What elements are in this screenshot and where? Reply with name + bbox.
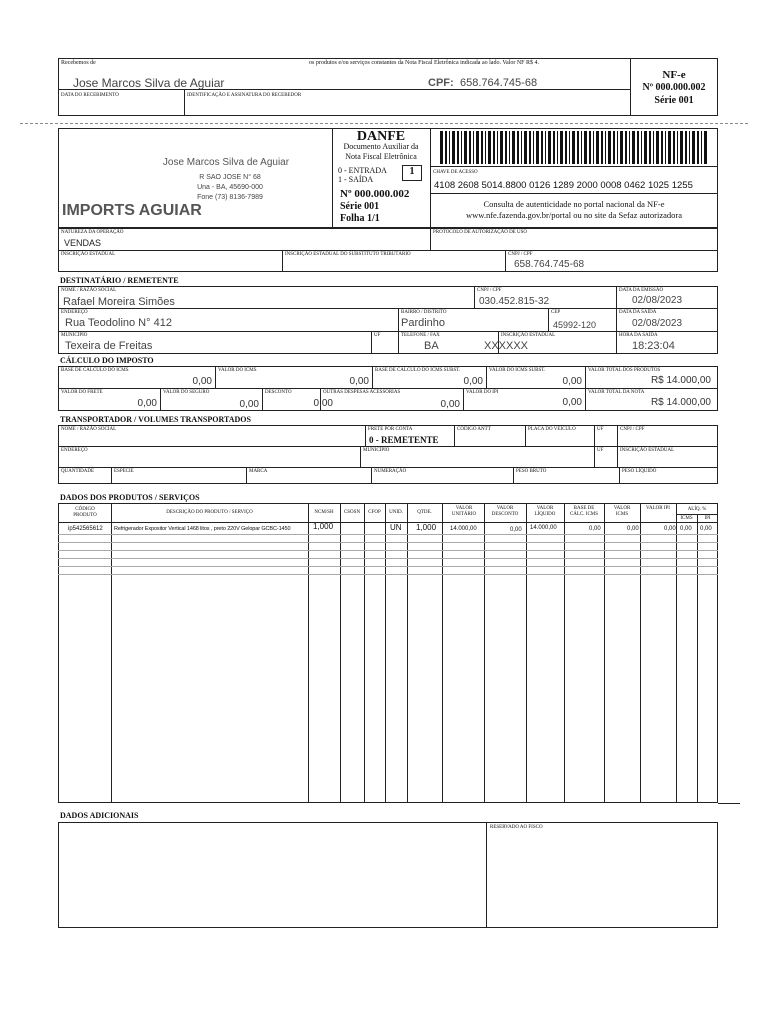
data-recebimento-label: DATA DO RECEBIMENTO — [61, 93, 119, 98]
ipi-label: VALOR DO IPI — [466, 390, 499, 395]
dest-cnpj: 030.452.815-32 — [479, 296, 550, 307]
barcode-bar — [680, 131, 683, 164]
dest-ie-label: INSCRIÇÃO ESTADUAL — [501, 333, 556, 338]
barcode-bar — [685, 131, 687, 164]
transp-marca-label: MARCA — [249, 469, 268, 474]
barcode-bar — [704, 131, 707, 164]
transp-uf-label: UF — [597, 427, 604, 432]
dest-municipio: Texeira de Freitas — [65, 340, 153, 352]
barcode-bar — [625, 131, 627, 164]
item-aliq-icms: 0,00 — [680, 526, 692, 532]
dest-cep-label: CEP — [551, 310, 561, 315]
produtos-section: DADOS DOS PRODUTOS / SERVIÇOS — [60, 493, 200, 502]
chave-consulta1: Consulta de autenticidade no portal nacional da NF-e — [483, 199, 665, 209]
barcode-bar — [673, 131, 675, 164]
barcode — [440, 131, 708, 164]
dest-nome-label: NOME / RAZÃO SOCIAL — [61, 288, 117, 293]
emitente-fone: Fone (73) 8136-7989 — [197, 194, 263, 201]
bc-icms-label: BASE DE CÁLCULO DO ICMS — [61, 368, 129, 373]
danfe-saida: 1 - SAÍDA — [338, 175, 374, 184]
barcode-bar — [689, 131, 690, 164]
transportador-section: TRANSPORTADOR / VOLUMES TRANSPORTADOS — [60, 415, 251, 424]
canhoto-cpf: 658.764.745-68 — [460, 77, 538, 89]
barcode-bar — [452, 131, 455, 164]
transp-peso-bruto-label: PESO BRUTO — [516, 469, 547, 474]
item-aliq-ipi: 0,00 — [700, 526, 712, 532]
emitente-empresa: IMPORTS AGUIAR — [62, 202, 202, 219]
barcode-bar — [601, 131, 603, 164]
col-qtde: QTDE. — [417, 510, 432, 515]
barcode-bar — [524, 131, 527, 164]
barcode-bar — [476, 131, 479, 164]
barcode-bar — [620, 131, 623, 164]
item-codigo: ip542565612 — [68, 526, 103, 532]
dest-emissao: 02/08/2023 — [632, 295, 683, 306]
desconto-label: DESCONTO — [265, 390, 292, 395]
barcode-bar — [572, 131, 575, 164]
dest-bairro-label: BAIRRO / DISTRITO — [401, 310, 447, 315]
dest-hora-label: HORA DA SAÍDA — [619, 333, 658, 338]
barcode-bar — [509, 131, 510, 164]
barcode-bar — [613, 131, 615, 164]
barcode-bar — [521, 131, 522, 164]
col-vliq: VALOR LÍQUIDO — [534, 506, 556, 517]
item-vunit: 14.000,00 — [450, 526, 477, 532]
barcode-bar — [545, 131, 546, 164]
barcode-bar — [641, 131, 642, 164]
barcode-bar — [608, 131, 611, 164]
danfe-title: DANFE — [356, 129, 406, 144]
barcode-bar — [440, 131, 443, 164]
dest-cnpj-label: CNPJ / CPF — [477, 288, 502, 293]
col-ncm: NCM/SH — [314, 510, 334, 515]
barcode-bar — [553, 131, 555, 164]
emit-cnpj: 658.764.745-68 — [514, 259, 585, 270]
item-vipi: 0,00 — [664, 526, 676, 532]
destinatario-section: DESTINATÁRIO / REMETENTE — [60, 276, 179, 285]
transp-frete-label: FRETE POR CONTA — [368, 427, 413, 432]
item-vliq: 14.000,00 — [530, 525, 557, 531]
icms-label: VALOR DO ICMS — [218, 368, 257, 373]
total-nota-label: VALOR TOTAL DA NOTA — [588, 390, 645, 395]
dest-hora: 18:23:04 — [632, 340, 675, 352]
total-prod: R$ 14.000,00 — [650, 375, 711, 386]
barcode-bar — [449, 131, 450, 164]
produtos-table — [58, 503, 718, 803]
barcode-bar — [653, 131, 654, 164]
dest-emissao-label: DATA DA EMISSÃO — [619, 288, 664, 293]
col-descricao: DESCRIÇÃO DO PRODUTO / SERVIÇO — [166, 510, 253, 515]
natureza-valor: VENDAS — [64, 238, 102, 248]
barcode-bar — [469, 131, 471, 164]
reservado-label: RESERVADO AO FISCO — [490, 825, 543, 830]
barcode-bar — [569, 131, 570, 164]
chave-consulta2: www.nfe.fazenda.gov.br/portal ou no site da Sefaz autorizadora — [465, 210, 683, 220]
danfe-sub1: Documento Auxiliar da — [343, 142, 419, 151]
barcode-bar — [701, 131, 702, 164]
dest-bairro: Pardinho — [401, 317, 446, 329]
transp-ie-label: INSCRIÇÃO ESTADUAL — [620, 448, 675, 453]
dest-uf: BA — [424, 340, 439, 352]
barcode-bar — [533, 131, 534, 164]
outras: 0,00 — [440, 399, 460, 410]
barcode-bar — [677, 131, 678, 164]
barcode-bar — [644, 131, 647, 164]
col-csosn: CSOSN — [343, 510, 361, 515]
canhoto-cpf-label: CPF: — [428, 77, 454, 89]
protocolo-label: PROTOCOLO DE AUTORIZAÇÃO DE USO — [433, 230, 527, 235]
cut-line — [20, 123, 748, 124]
barcode-bar — [461, 131, 462, 164]
barcode-bar — [697, 131, 699, 164]
transp-placa-label: PLACA DO VEÍCULO — [528, 427, 576, 432]
transp-frete: 0 - REMETENTE — [369, 435, 439, 445]
transp-numeracao-label: NUMERAÇÃO — [374, 469, 407, 474]
transp-endereco-label: ENDEREÇO — [61, 448, 88, 453]
barcode-bar — [457, 131, 459, 164]
outras-label: OUTRAS DESPESAS ACESSÓRIAS — [323, 390, 401, 395]
item-vicms: 0,00 — [627, 526, 639, 532]
identificacao-label: IDENTIFICAÇÃO E ASSINATURA DO RECEBEDOR — [187, 93, 302, 98]
seguro: 0,00 — [239, 399, 259, 410]
natureza-label: NATUREZA DA OPERAÇÃO — [61, 230, 124, 235]
icms-st-label: VALOR DO ICMS SUBST. — [489, 368, 546, 373]
danfe-folha: Folha 1/1 — [340, 213, 380, 224]
col-unid: UNID. — [389, 510, 403, 515]
item-ncm: 1,000 — [313, 522, 334, 531]
transp-nome-label: NOME / RAZÃO SOCIAL — [61, 427, 117, 432]
barcode-bar — [500, 131, 503, 164]
emitente-endereco: R SAO JOSE N° 68 — [199, 174, 261, 181]
barcode-bar — [529, 131, 531, 164]
col-aliq-ipi: IPI — [704, 516, 711, 521]
total-prod-label: VALOR TOTAL DOS PRODUTOS — [588, 368, 661, 373]
barcode-bar — [692, 131, 695, 164]
transp-cnpj-label: CNPJ / CPF — [620, 427, 645, 432]
frete-label: VALOR DO FRETE — [61, 390, 103, 395]
recebemos-label: Recebemos de — [61, 60, 96, 66]
danfe-tipo: 1 — [409, 166, 415, 177]
barcode-bar — [596, 131, 599, 164]
barcode-bar — [629, 131, 630, 164]
col-cfop: CFOP — [368, 510, 381, 515]
barcode-bar — [581, 131, 582, 164]
emit-cnpj-label: CNPJ / CPF — [508, 252, 533, 257]
desconto: 0,00 — [313, 398, 333, 409]
barcode-bar — [548, 131, 551, 164]
col-vdesc: VALOR DESCONTO — [491, 506, 519, 517]
danfe-serie: Série 001 — [340, 201, 380, 212]
frete: 0,00 — [137, 398, 157, 409]
barcode-bar — [473, 131, 474, 164]
barcode-bar — [481, 131, 483, 164]
dest-endereco: Rua Teodolino N° 412 — [65, 317, 172, 329]
danfe-entrada: 0 - ENTRADA — [338, 166, 387, 175]
barcode-bar — [464, 131, 467, 164]
transp-qtd-label: QUANTIDADE — [61, 469, 95, 474]
item-qtde: 1,000 — [416, 523, 437, 532]
dest-fone: XXXXXX — [484, 340, 529, 352]
col-vipi: VALOR IPI — [646, 506, 670, 511]
col-bc: BASE DE CÁLC. ICMS — [569, 506, 599, 517]
adicionais-section: DADOS ADICIONAIS — [60, 811, 139, 820]
col-aliq-icms: ICMS — [680, 516, 693, 521]
emitente-nome: Jose Marcos Silva de Aguiar — [162, 157, 290, 168]
seguro-label: VALOR DO SEGURO — [163, 390, 210, 395]
canhoto-nfe-title: NF-e — [662, 69, 686, 81]
transp-peso-liquido-label: PESO LÍQUIDO — [622, 469, 657, 474]
danfe-sub2: Nota Fiscal Eletrônica — [345, 152, 417, 161]
col-vunit: VALOR UNITÁRIO — [451, 506, 477, 517]
barcode-bar — [517, 131, 519, 164]
barcode-bar — [661, 131, 663, 164]
bc-st: 0,00 — [463, 376, 483, 387]
adicionais-box — [58, 822, 718, 928]
dest-endereco-label: ENDEREÇO — [61, 310, 88, 315]
dest-fone-label: TELEFONE / FAX — [401, 333, 440, 338]
transp-uf2-label: UF — [597, 448, 604, 453]
icms-st: 0,00 — [562, 376, 582, 387]
barcode-bar — [577, 131, 579, 164]
emitente-cidade: Una - BA, 45690-000 — [197, 184, 263, 191]
ie-st-label: INSCRIÇÃO ESTADUAL DO SUBSTITUTO TRIBUTÁRIO — [285, 252, 411, 257]
transp-especie-label: ESPÉCIE — [114, 469, 134, 474]
barcode-bar — [565, 131, 567, 164]
icms: 0,00 — [349, 376, 369, 387]
col-aliq: ALÍQ. % — [687, 507, 707, 512]
item-vdesc: 0,00 — [510, 527, 522, 533]
barcode-bar — [656, 131, 659, 164]
barcode-bar — [536, 131, 539, 164]
item-descricao: Refrigerador Expositor Vertical 1468 litos , preto 220V Gelopar GCBC-1450 — [114, 526, 291, 532]
barcode-bar — [665, 131, 666, 164]
barcode-bar — [589, 131, 591, 164]
barcode-bar — [512, 131, 515, 164]
barcode-bar — [637, 131, 639, 164]
dest-cep: 45992-120 — [553, 320, 597, 330]
chave-label: CHAVE DE ACESSO — [433, 170, 478, 175]
barcode-bar — [560, 131, 563, 164]
item-unid: UN — [390, 523, 402, 532]
barcode-bar — [557, 131, 558, 164]
barcode-bar — [605, 131, 606, 164]
barcode-bar — [668, 131, 671, 164]
barcode-bar — [493, 131, 495, 164]
canhoto-nome: Jose Marcos Silva de Aguiar — [73, 76, 225, 90]
danfe-numero: Nº 000.000.002 — [340, 188, 410, 200]
dest-saida-label: DATA DA SAÍDA — [619, 310, 657, 315]
dest-municipio-label: MUNICÍPIO — [61, 333, 88, 338]
item-bc: 0,00 — [589, 526, 601, 532]
col-vicms: VALOR ICMS — [613, 506, 631, 517]
barcode-bar — [505, 131, 507, 164]
dest-uf-label: UF — [374, 333, 381, 338]
barcode-bar — [445, 131, 447, 164]
ipi: 0,00 — [562, 397, 582, 408]
total-nota: R$ 14.000,00 — [650, 397, 711, 408]
barcode-bar — [593, 131, 594, 164]
transp-antt-label: CÓDIGO ANTT — [457, 427, 491, 432]
canhoto-nfe-serie: Série 001 — [654, 95, 694, 106]
dest-saida: 02/08/2023 — [632, 318, 683, 329]
barcode-bar — [617, 131, 618, 164]
bc-st-label: BASE DE CÁLCULO DO ICMS SUBST. — [375, 368, 461, 373]
dest-nome: Rafael Moreira Simões — [63, 296, 175, 308]
ie-label: INSCRIÇÃO ESTADUAL — [61, 252, 116, 257]
imposto-section: CÁLCULO DO IMPOSTO — [60, 356, 154, 365]
barcode-bar — [649, 131, 651, 164]
canhoto-nfe-numero: Nº 000.000.002 — [642, 82, 706, 93]
bc-icms: 0,00 — [192, 376, 212, 387]
barcode-bar — [488, 131, 491, 164]
col-codigo: CÓDIGO PRODUTO — [73, 507, 97, 518]
canhoto-texto: os produtos e/ou serviços constantes da Nota Fiscal Eletrônica indicada ao lado. Valor NF R$ 4. — [309, 60, 540, 66]
barcode-bar — [584, 131, 587, 164]
barcode-bar — [497, 131, 498, 164]
transp-municipio-label: MUNICÍPIO — [363, 448, 390, 453]
barcode-bar — [541, 131, 543, 164]
barcode-bar — [632, 131, 635, 164]
chave-valor: 4108 2608 5014.8800 0126 1289 2000 0008 0462 1025 1255 — [434, 180, 693, 191]
barcode-bar — [485, 131, 486, 164]
